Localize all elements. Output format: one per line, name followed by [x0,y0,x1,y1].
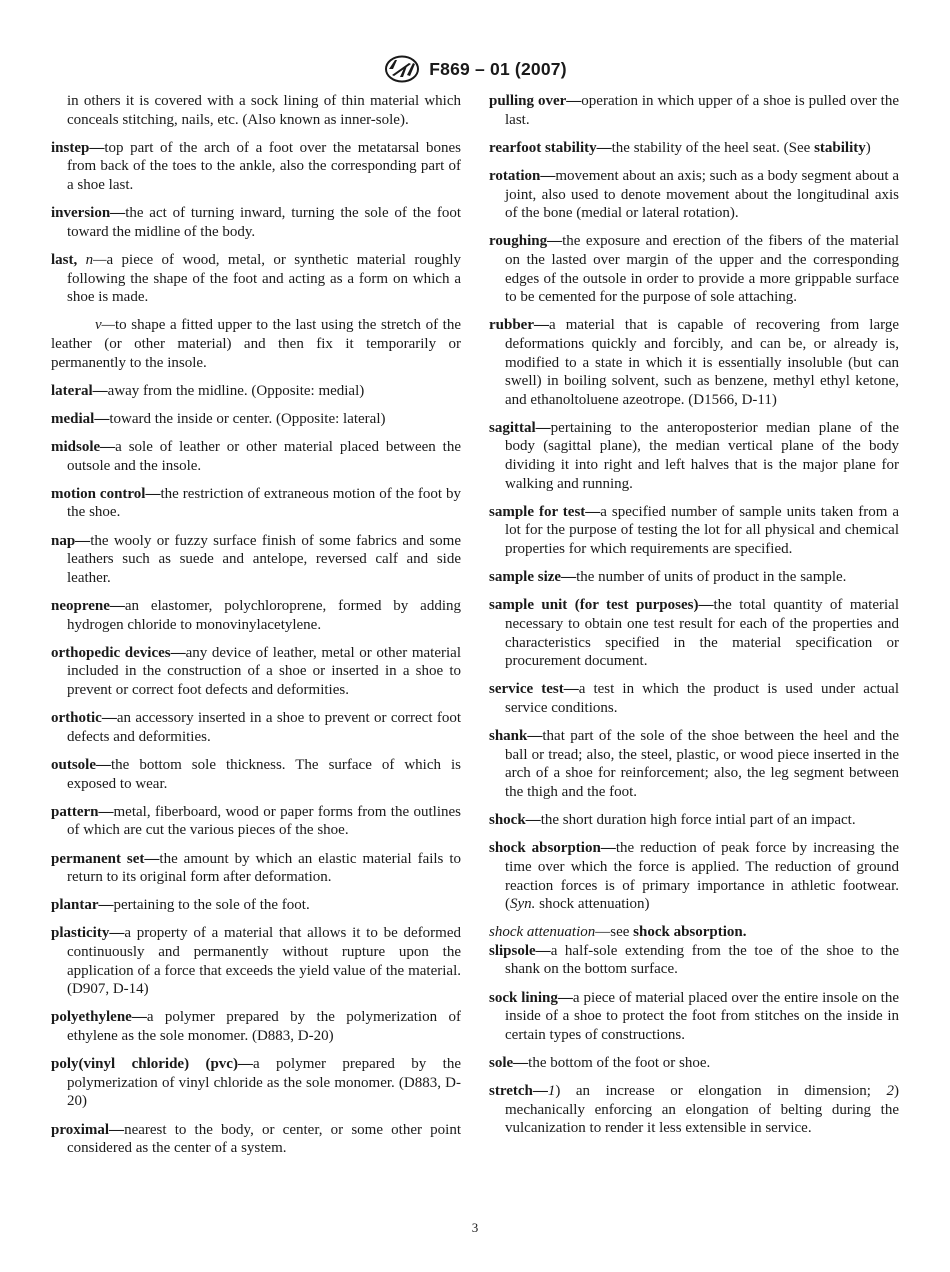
entry-definition: the total quantity of material necessary to obtain one test result for each of the properties and characteristics specified in the material specification or procurement document. [505,597,899,670]
glossary-entry [51,1055,461,1111]
entry-term: sole— [489,1055,529,1072]
entry-term: shock absorption— [489,840,616,857]
glossary-entry [51,485,461,522]
entry-definition: pertaining to the sole of the foot. [113,897,310,914]
entry-definition: top part of the arch of a foot over the metatarsal bones from back of the toes to the ankle, also the corresponding part of a shoe last. [67,139,461,193]
entry-term: pulling over— [489,93,582,109]
entry-definition: a half-sole extending from the toe of the shoe to the shank on the bottom surface. [505,942,899,978]
glossary-entry [51,924,461,998]
glossary-entry [51,532,461,588]
glossary-entry [51,316,461,372]
glossary-entry [51,139,461,195]
glossary-entry [489,1082,899,1138]
entry-term: orthotic— [51,710,117,727]
entry-term: polyethylene— [51,1009,147,1026]
glossary-entry [489,316,899,409]
entry-term: rubber— [489,317,549,334]
glossary-entry [489,839,899,913]
entry-term: proximal— [51,1121,125,1138]
entry-term: outsole— [51,756,111,773]
entry-part-of-speech: v— [95,317,115,334]
entry-definition: the bottom of the foot or shoe. [528,1055,711,1072]
entry-definition: a sole of leather or other material placed between the outsole and the insole. [67,439,461,474]
glossary-entry [489,923,899,942]
entry-definition: a material that is capable of recovering from large deformations quickly and forcibly, and can be, or already is, modified to a state in which it is essentially insoluble (but can swell) in boiling solvent, such as benzene, methyl ethyl ketone, and ethanoltoluene azeotrope. (D1566, D-11) [505,317,899,408]
entry-term: lateral— [51,382,108,399]
glossary-entry [489,167,899,223]
entry-term: orthopedic devices— [51,644,186,661]
glossary-entry [51,438,461,475]
glossary-entry [51,756,461,793]
glossary-entry [489,92,899,129]
entry-definition: pertaining to the anteroposterior median plane of the body (sagittal plane), the median vertical plane of the body dividing it into right and left halves that is the major plane for walking and running. [505,419,899,492]
page-header [0,54,950,84]
entry-definition: movement about an axis; such as a body segment about a joint, also used to denote movement about the longitudinal axis of the bone (medial or lateral rotation). [505,167,899,222]
entry-definition: shock attenuation) [535,896,650,913]
entry-definition: ) an increase or elongation in dimension; [555,1083,887,1100]
glossary-entry [489,727,899,801]
entry-term: last, [51,251,78,268]
glossary-entry [489,139,899,158]
glossary-entry [489,596,899,670]
entry-term: service test— [489,681,579,698]
glossary-entry [51,410,461,429]
glossary-entry [51,709,461,746]
glossary-entry [51,1121,461,1158]
glossary-entry [489,568,899,587]
entry-definition: metal, fiberboard, wood or paper forms from the outlines of which are cut the various pieces of the shoe. [67,803,461,839]
glossary-entry [51,251,461,307]
astm-logo-icon [383,55,421,83]
glossary-entry [489,942,899,979]
entry-definition: the bottom sole thickness. The surface of which is exposed to wear. [67,756,461,792]
glossary-entry [489,811,899,830]
entry-definition: —see [595,924,634,941]
entry-term: stretch— [489,1083,548,1100]
entry-number: 1 [547,1083,556,1100]
entry-definition: in others it is covered with a sock lining of thin material which conceals stitching, nails, etc. (Also known as inner-sole). [67,93,461,128]
entry-term: sock lining— [489,989,573,1006]
entry-number: 2 [886,1083,894,1100]
entry-term: sample size— [489,569,577,586]
entry-term-italic: shock attenuation [489,924,596,941]
glossary-entry [51,896,461,915]
entry-definition: a polymer prepared by the polymerization of vinyl chloride as the sole monomer. (D883, D-20) [67,1056,461,1110]
entry-definition: away from the midline. (Opposite: medial) [107,382,365,399]
entry-definition: a piece of material placed over the entire insole on the inside of a shoe to protect the foot from stitches on the inside in certain types of constructions. [505,989,899,1043]
glossary-entry [51,204,461,241]
document-designation: F869 – 01 (2007) [429,58,567,79]
entry-definition: the exposure and erection of the fibers of the material on the lasted over margin of the upper and the corresponding edges of the outsole in order to provide a more grippable surface to be cemented for the purpose of sole attaching. [505,233,899,306]
glossary-entry [51,382,461,401]
entry-definition: the act of turning inward, turning the sole of the foot toward the midline of the body. [67,205,461,240]
entry-see-term: shock absorption. [633,924,747,941]
entry-part-of-speech: n— [77,251,107,268]
entry-term: neoprene— [51,598,125,614]
entry-term: pattern— [51,803,114,820]
page-number: 3 [471,1220,479,1235]
entry-definition: the amount by which an elastic material fails to return to its original form after deformation. [67,850,461,886]
entry-definition: the number of units of product in the sample. [576,569,847,586]
entry-term: midsole— [51,439,116,456]
entry-term: slipsole— [489,942,551,959]
glossary-entry [51,850,461,887]
right-column [489,92,899,1148]
entry-term: shock— [489,812,541,829]
entry-term: motion control— [51,485,161,502]
entry-term: poly(vinyl chloride) (pvc)— [51,1056,253,1073]
glossary-entry [489,680,899,717]
glossary-entry [489,503,899,559]
entry-definition: operation in which upper of a shoe is pulled over the last. [505,93,899,128]
entry-definition: that part of the sole of the shoe between the heel and the ball or tread; also, the steel, plastic, or wood piece inserted in the arch of a shoe for reinforcement; also, the leg segment between the thigh and the foot. [505,728,899,800]
entry-term: instep— [51,139,105,156]
glossary-entry [51,1008,461,1045]
entry-definition: a test in which the product is used under actual service conditions. [505,681,899,716]
entry-definition: ) [865,139,871,156]
entry-definition: any device of leather, metal or other material included in the construction of a shoe or inserted in a shoe to prevent or correct foot defects and deformities. [67,644,461,698]
entry-definition: nearest to the body, or center, or some other point considered as the center of a system. [67,1121,461,1157]
glossary-entry [51,644,461,700]
entry-term: roughing— [489,233,563,250]
glossary-entry [489,419,899,493]
entry-definition: the short duration high force intial part of an impact. [540,812,856,829]
entry-term: inversion— [51,205,126,222]
glossary-entry [489,989,899,1045]
entry-definition: the restriction of extraneous motion of the foot by the shoe. [67,485,461,521]
entry-term: plantar— [51,897,114,914]
entry-definition: a piece of wood, metal, or synthetic material roughly following the shape of the foot and acting as a form on which a shoe is made. [67,251,461,306]
entry-definition: an accessory inserted in a shoe to prevent or correct foot defects and deformities. [67,710,461,745]
entry-definition: the stability of the heel seat. (See [611,139,815,156]
entry-term: medial— [51,410,110,427]
entry-definition: a property of a material that allows it to be deformed continuously and permanently without rupture upon the application of a force that exceeds the yield value of the material. (D907, D-14) [67,925,461,998]
entry-term: sample unit (for test purposes)— [489,597,714,614]
entry-term: permanent set— [51,850,160,867]
entry-term: plasticity— [51,925,125,942]
entry-definition: to shape a fitted upper to the last using the stretch of the leather (or other material) and then fix it temporarily or permanently to the insole. [51,317,461,371]
entry-term: rotation— [489,167,556,184]
glossary-entry [489,1054,899,1073]
entry-definition: ) mechanically enforcing an elongation of belting during the vulcanization to render it less extensible in service. [505,1083,899,1137]
entry-term: sample for test— [489,503,601,520]
entry-definition: a polymer prepared by the polymerization of ethylene as the sole monomer. (D883, D-20) [67,1009,461,1045]
left-column [51,92,461,1167]
glossary-entry [51,803,461,840]
entry-see-term: stability [814,139,866,156]
glossary-entry [51,597,461,634]
entry-term: rearfoot stability— [489,139,612,156]
entry-term: shank— [489,728,543,745]
glossary-entry [489,232,899,306]
glossary-entry [51,92,461,129]
entry-definition: a specified number of sample units taken from a lot for the purpose of testing the lot for all physical and chemical properties for which requirements are specified. [505,503,899,558]
entry-definition: the reduction of peak force by increasing the time over which the force is applied. The reduction of ground reaction forces is of primary importance in athletic footwear. ( [505,840,899,913]
entry-term: nap— [51,532,91,549]
entry-term: sagittal— [489,419,551,436]
entry-definition: the wooly or fuzzy surface finish of some fabrics and some leathers such as suede and antelope, reversed calf and side leather. [67,532,461,586]
entry-synonym-label: Syn. [510,896,536,913]
entry-definition: an elastomer, polychloroprene, formed by adding hydrogen chloride to monovinylacetylene. [67,598,461,633]
entry-definition: toward the inside or center. (Opposite: lateral) [109,410,386,427]
